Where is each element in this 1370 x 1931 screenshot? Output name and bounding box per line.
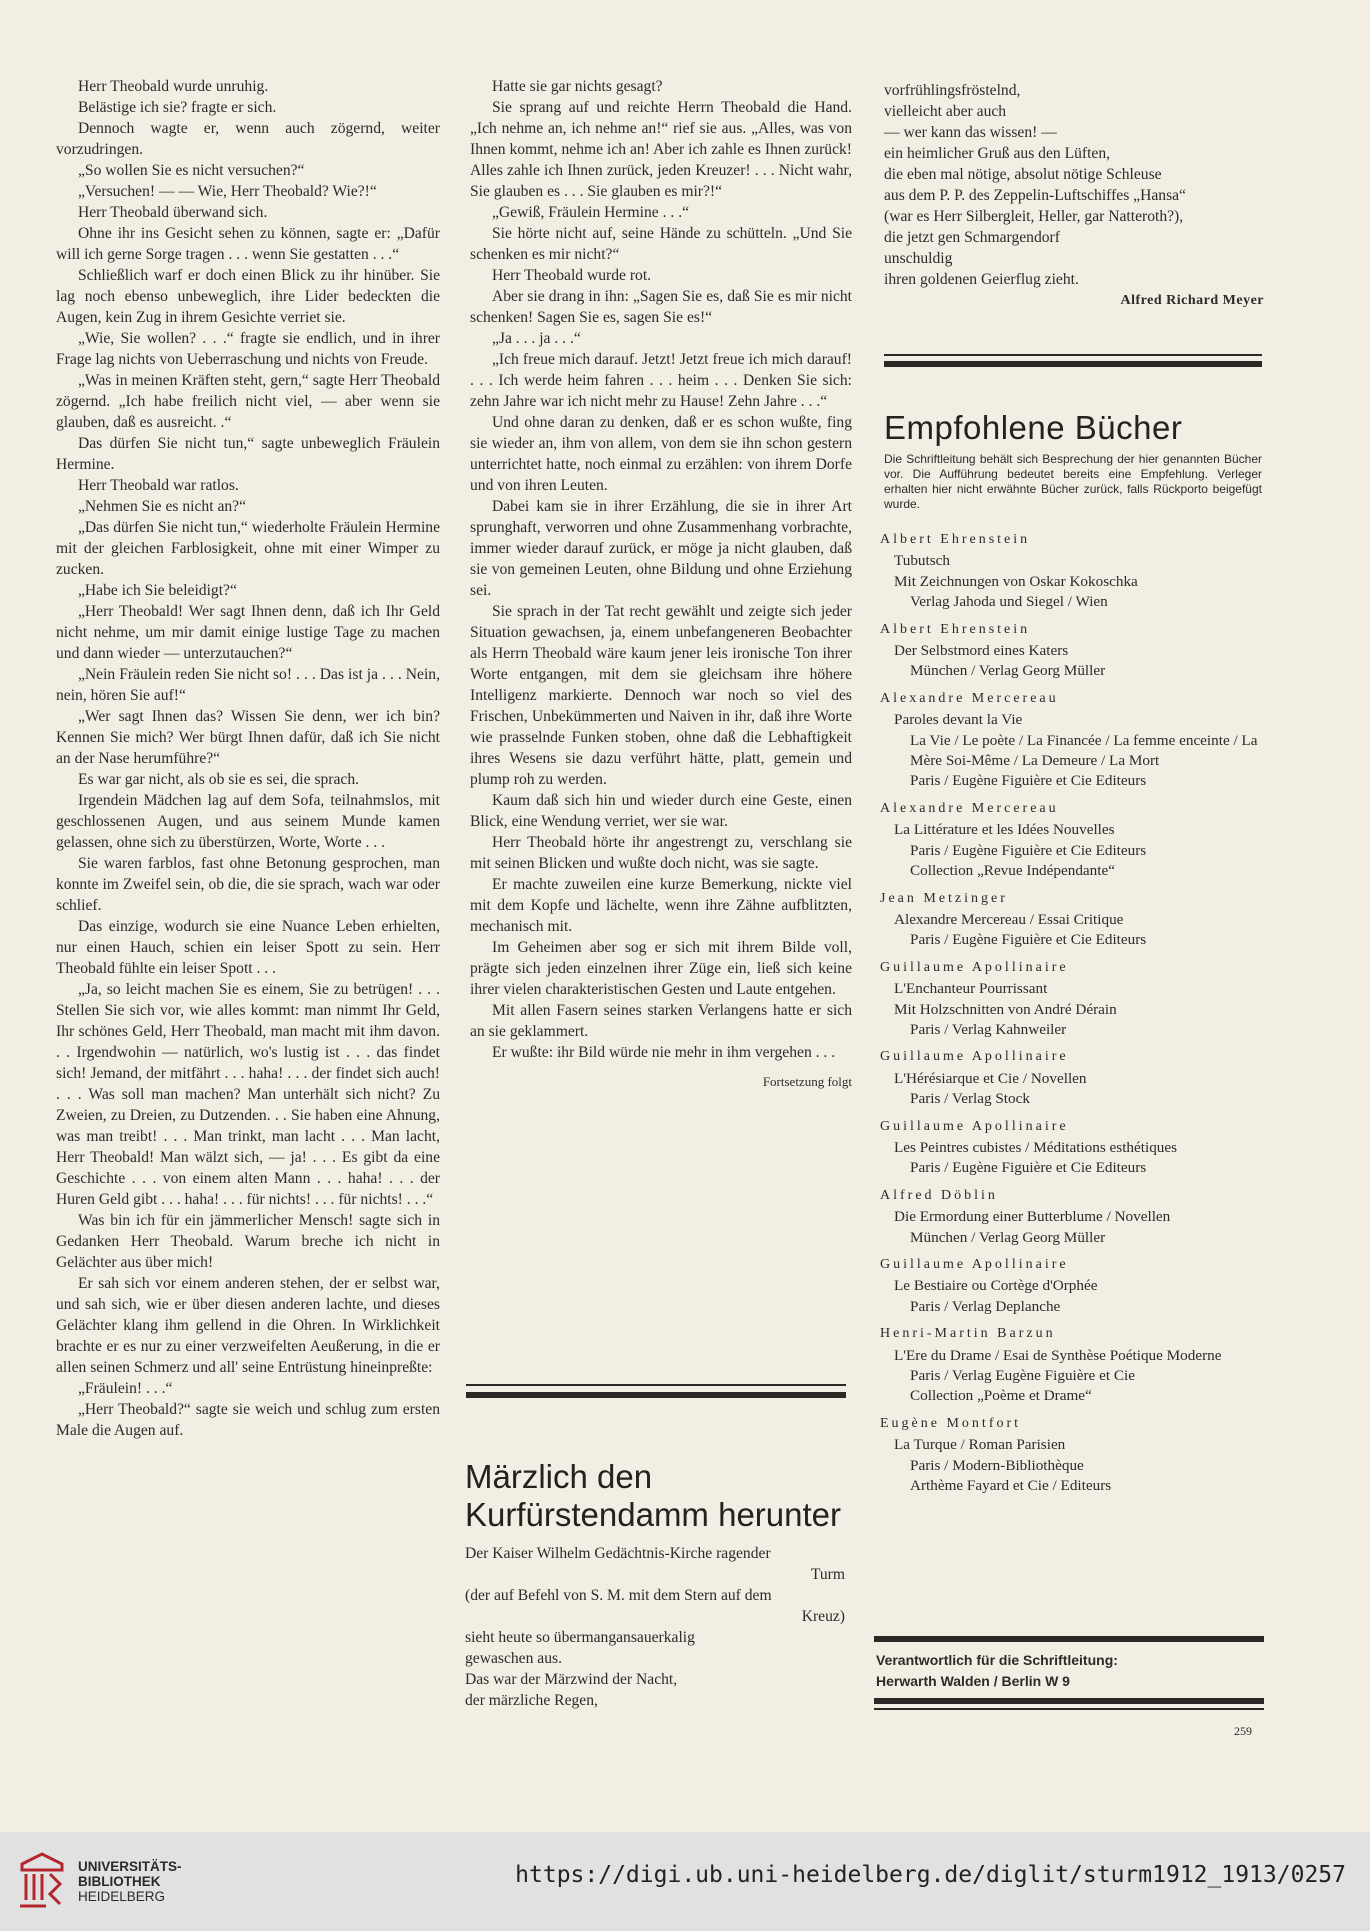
- book-entry: [880, 620, 1260, 682]
- story-paragraph: „Gewiß, Fräulein Hermine . . .“: [492, 204, 690, 221]
- story-paragraph: Herr Theobald hörte ihr angestrengt zu, verschlang sie mit seinen Blicken und wußte doch nicht, was sie sagte.: [470, 834, 852, 872]
- divider-bar: [874, 1636, 1264, 1642]
- book-entry: [880, 530, 1260, 613]
- book-detail: Alexandre Mercereau / Essai Critique: [894, 910, 1124, 928]
- book-author: Guillaume Apollinaire: [880, 1118, 1069, 1134]
- story-paragraph: Dabei kam sie in ihrer Erzählung, die sie in ihrer Art sprunghaft, verworren und ohne Zusammenhang vorbrachte, immer wieder darauf zurück, er möge ja nicht glauben, daß sie von gemeinen Leuten, ohne Bildung und ohne Erziehung sei.: [470, 498, 852, 599]
- book-detail: Paris / Verlag Deplanche: [910, 1297, 1061, 1315]
- book-author: Eugène Montfort: [880, 1415, 1022, 1431]
- story-paragraph: „Was in meinen Kräften steht, gern,“ sagte Herr Theobald zögernd. „Ich habe freilich nicht viel, — aber wenn sie glauben, daß es ausreicht. .“: [56, 372, 440, 431]
- book-detail: Paroles devant la Vie: [894, 711, 1023, 729]
- digitization-footer: [0, 1832, 1370, 1931]
- story-paragraph: Herr Theobald überwand sich.: [78, 204, 268, 221]
- book-author: Alfred Döblin: [880, 1187, 998, 1203]
- book-detail: La Turque / Roman Parisien: [894, 1436, 1066, 1454]
- book-detail: L'Enchanteur Pourrissant: [894, 980, 1048, 998]
- book-detail: Paris / Eugène Figuière et Cie Editeurs: [910, 931, 1147, 949]
- poem-line: (der auf Befehl von S. M. mit dem Stern auf dem: [465, 1587, 772, 1604]
- book-author: Albert Ehrenstein: [880, 621, 1031, 637]
- responsible-label: Verantwortlich für die Schriftleitung:: [876, 1652, 1118, 1668]
- story-paragraph: Er wußte: ihr Bild würde nie mehr in ihm vergehen . . .: [492, 1044, 836, 1061]
- poem-line: sieht heute so übermangansauerkalig: [465, 1629, 695, 1646]
- story-column-middle: [470, 76, 852, 1092]
- book-entry: [880, 889, 1260, 951]
- story-paragraph: Was bin ich für ein jämmerlicher Mensch! sagte sich in Gedanken Herr Theobald. Warum breche ich nicht in Gelächter aus über mich!: [56, 1212, 440, 1271]
- continued-label: Fortsetzung folgt: [762, 1074, 852, 1089]
- story-paragraph: Im Geheimen aber sog er sich mit ihrem Bilde voll, prägte sich jeden einzelnen ihrer Züge ein, ließ sich keine ihrer vielen charakteristischen Gesten und Laute entgehen.: [470, 939, 852, 998]
- story-paragraph: Aber sie drang in ihn: „Sagen Sie es, daß Sie es mir nicht schenken! Sagen Sie es, sagen Sie es!“: [470, 288, 852, 326]
- book-entry: [880, 1414, 1260, 1497]
- story-paragraph: Er machte zuweilen eine kurze Bemerkung, nickte viel mit dem Kopfe und lächelte, wenn ihre Zähne aufblitzten, mechanisch mit.: [470, 876, 852, 935]
- poem-line: gewaschen aus.: [465, 1650, 562, 1667]
- source-url[interactable]: https://digi.ub.uni-heidelberg.de/diglit/sturm1912_1913/0257: [515, 1862, 1346, 1888]
- book-detail: Paris / Eugène Figuière et Cie Editeurs: [910, 772, 1147, 790]
- story-paragraph: Und ohne daran zu denken, daß er es schon wußte, fing sie wieder an, ihm von allem, von dem sie ihn schon gestern unterrichtet hatte, noch einmal zu erzählen: von ihrem Dorfe und von ihren Leuten.: [470, 414, 852, 494]
- book-entry: [880, 1117, 1260, 1179]
- book-detail: L'Ere du Drame / Esai de Synthèse Poétique Moderne: [894, 1346, 1222, 1364]
- story-paragraph: Hatte sie gar nichts gesagt?: [492, 78, 663, 95]
- poem-line: die eben mal nötige, absolut nötige Schleuse: [884, 166, 1162, 183]
- poem-line: Kreuz): [801, 1608, 845, 1625]
- story-paragraph: „Habe ich Sie beleidigt?“: [78, 582, 237, 599]
- book-list: [880, 530, 1260, 1503]
- book-detail: La Littérature et les Idées Nouvelles: [894, 821, 1115, 839]
- story-paragraph: Sie hörte nicht auf, seine Hände zu schütteln. „Und Sie schenken es mir nicht?“: [470, 225, 852, 263]
- book-detail: La Vie / Le poète / La Financée / La femme enceinte / La Mère Soi-Même / La Demeure / La Mort: [910, 731, 1258, 770]
- book-detail: Paris / Verlag Stock: [910, 1090, 1030, 1108]
- poem-line: vielleicht aber auch: [884, 103, 1007, 120]
- book-entry: [880, 689, 1260, 792]
- poem-line: ein heimlicher Gruß aus den Lüften,: [884, 145, 1111, 162]
- story-paragraph: „Fräulein! . . .“: [78, 1380, 173, 1397]
- book-detail: Paris / Verlag Eugène Figuière et Cie: [910, 1367, 1135, 1385]
- book-detail: Paris / Eugène Figuière et Cie Editeurs: [910, 841, 1147, 859]
- story-paragraph: „Wie, Sie wollen? . . .“ fragte sie endlich, und in ihrer Frage lag nichts von Ueberraschung und nichts von Freude.: [56, 330, 440, 368]
- page-number: 259: [1234, 1724, 1252, 1738]
- story-paragraph: Irgendein Mädchen lag auf dem Sofa, teilnahmslos, mit geschlossenen Augen, und aus seinem Munde kamen gelassen, ohne sich zu überstürzen, Worte, Worte . . .: [56, 792, 440, 851]
- book-detail: Les Peintres cubistes / Méditations esthétiques: [894, 1138, 1178, 1156]
- book-detail: Die Ermordung einer Butterblume / Novellen: [894, 1208, 1171, 1226]
- library-name-line: HEIDELBERG: [78, 1889, 166, 1904]
- story-paragraph: Belästige ich sie? fragte er sich.: [78, 99, 277, 116]
- library-name: [78, 1859, 182, 1904]
- poem-line: ihren goldenen Geierflug zieht.: [884, 271, 1079, 288]
- recommended-books-heading: Empfohlene Bücher: [884, 409, 1183, 446]
- story-paragraph: Das einzige, wodurch sie eine Nuance Leben erhielten, nur einen Hauch, schien ein leiser Spott zu sein. Herr Theobald fühlte ein leiser Spott . . .: [56, 918, 440, 977]
- divider-bar: [466, 1392, 846, 1398]
- book-author: Guillaume Apollinaire: [880, 1049, 1069, 1065]
- story-paragraph: „Wer sagt Ihnen das? Wissen Sie denn, wer ich bin? Kennen Sie mich? Wer bürgt Ihnen dafür, daß ich Sie nicht an der Nase herumführe?“: [56, 708, 440, 767]
- library-name-line: UNIVERSITÄTS-: [78, 1859, 182, 1874]
- book-entry: [880, 1324, 1260, 1407]
- poem-title-maerzlich: Märzlich den Kurfürstendamm herunter: [465, 1458, 842, 1533]
- book-detail: Verlag Jahoda und Siegel / Wien: [910, 593, 1108, 611]
- divider-line: [874, 1708, 1264, 1710]
- book-author: Alexandre Mercereau: [880, 800, 1059, 816]
- story-paragraph: Mit allen Fasern seines starken Verlangens hatte er sich an sie geklammert.: [470, 1002, 852, 1040]
- story-paragraph: Er sah sich vor einem anderen stehen, der er selbst war, und sah sich, wie er über diesen anderen lachte, und dieses Gelächter klang ihm gellend in die Ohren. In Wirklichkeit brachte er es nur zu einer verzweifelten Aeußerung, in die er allen seinen Schmerz und all' seine Entrüstung hineinpreßte:: [56, 1275, 440, 1376]
- book-detail: Le Bestiaire ou Cortège d'Orphée: [894, 1277, 1098, 1295]
- book-detail: Mit Zeichnungen von Oskar Kokoschka: [894, 572, 1138, 590]
- poem-line: Das war der Märzwind der Nacht,: [465, 1671, 678, 1688]
- book-detail: Paris / Verlag Kahnweiler: [910, 1020, 1067, 1038]
- book-entry: [880, 1047, 1260, 1109]
- library-name-line: BIBLIOTHEK: [78, 1874, 161, 1889]
- story-paragraph: Sie sprach in der Tat recht gewählt und zeigte sich jeder Situation gewachsen, ja, einem unbefangeneren Beobachter als Herrn Theobald wäre kaum jener leis ironische Ton ihrer Worte entgangen, mit dem sie gleichsam ihre höhere Intelligenz markierte. Dennoch war noch so viel des Frischen, Unbekümmerten und Naiven in ihr, daß ihre Worte wie prasselnde Funken stoben, ohne daß die Lebhaftigkeit ihres Wesens sie dazu verführt hätte, platt, gemein und plump roh zu werden.: [470, 603, 852, 788]
- poem-author: Alfred Richard Meyer: [1120, 293, 1264, 308]
- divider-line: [466, 1384, 846, 1386]
- poem-line: Turm: [810, 1566, 845, 1583]
- divider-bar: [874, 1698, 1264, 1704]
- book-entry: [880, 799, 1260, 882]
- story-paragraph: Sie sprang auf und reichte Herrn Theobald die Hand. „Ich nehme an, ich nehme an!“ rief sie aus. „Alles, was von Ihnen kommt, nehme ich an! Aber ich zahle es Ihnen zurück! Alles zahle ich Ihnen zurück, jeden Kreuzer! . . . Nicht wahr, Sie glauben es . . . Sie glauben es mir?!“: [470, 99, 852, 200]
- story-paragraph: „Nein Fräulein reden Sie nicht so! . . . Das ist ja . . . Nein, nein, hören Sie auf!“: [56, 666, 440, 704]
- poem-line: (war es Herr Silbergleit, Heller, gar Natteroth?),: [884, 208, 1184, 225]
- book-detail: Collection „Poème et Drame“: [910, 1387, 1092, 1405]
- book-detail: Arthème Fayard et Cie / Editeurs: [910, 1477, 1112, 1495]
- story-paragraph: „Versuchen! — — Wie, Herr Theobald? Wie?!“: [78, 183, 377, 200]
- poem-line: Der Kaiser Wilhelm Gedächtnis-Kirche ragender: [465, 1545, 771, 1562]
- divider-bar: [884, 361, 1262, 367]
- story-paragraph: „Das dürfen Sie nicht tun,“ wiederholte Fräulein Hermine mit der gleichen Farblosigkeit, ohne mit einer Wimper zu zucken.: [56, 519, 440, 578]
- story-paragraph: Es war gar nicht, als ob sie es sei, die sprach.: [78, 771, 360, 788]
- story-paragraph: „Ja . . . ja . . .“: [492, 330, 581, 347]
- divider-line: [884, 354, 1262, 356]
- story-paragraph: Kaum daß sich hin und wieder durch eine Geste, einen Blick, eine Wendung verriet, wer sie war.: [470, 792, 852, 830]
- story-paragraph: Schließlich warf er doch einen Blick zu ihr hinüber. Sie lag noch ebenso unbeweglich, ihre Lider bedeckten die Augen, kein Zug in ihrem Gesichte verriet sie.: [56, 267, 440, 326]
- story-paragraph: „Ich freue mich darauf. Jetzt! Jetzt freue ich mich darauf! . . . Ich werde heim fahren . . . heim . . . Denken Sie sich: zehn Jahre war ich nicht mehr zu Hause! Zehn Jahre . . .“: [470, 351, 852, 410]
- book-entry: [880, 958, 1260, 1041]
- story-paragraph: „Nehmen Sie es nicht an?“: [78, 498, 246, 515]
- book-detail: L'Hérésiarque et Cie / Novellen: [894, 1069, 1087, 1087]
- book-author: Guillaume Apollinaire: [880, 1257, 1069, 1272]
- book-author: Alexandre Mercereau: [880, 690, 1059, 706]
- book-author: Albert Ehrenstein: [880, 532, 1031, 547]
- story-paragraph: Herr Theobald wurde unruhig.: [78, 78, 269, 95]
- poem-line: — wer kann das wissen! —: [884, 124, 1057, 141]
- story-paragraph: Das dürfen Sie nicht tun,“ sagte unbeweglich Fräulein Hermine.: [56, 435, 440, 473]
- book-detail: München / Verlag Georg Müller: [910, 1228, 1106, 1246]
- poem-line: die jetzt gen Schmargendorf: [884, 229, 1060, 246]
- story-column-left: [56, 76, 440, 1441]
- book-detail: Der Selbstmord eines Katers: [894, 642, 1069, 660]
- book-detail: Mit Holzschnitten von André Dérain: [894, 1000, 1117, 1018]
- poem-line: aus dem P. P. des Zeppelin-Luftschiffes „Hansa“: [884, 187, 1186, 204]
- responsible-name: Herwarth Walden / Berlin W 9: [876, 1673, 1070, 1689]
- book-detail: Paris / Modern-Bibliothèque: [910, 1456, 1084, 1474]
- story-paragraph: Herr Theobald war ratlos.: [78, 477, 239, 494]
- story-paragraph: Herr Theobald wurde rot.: [492, 267, 652, 284]
- book-detail: München / Verlag Georg Müller: [910, 662, 1106, 680]
- book-author: Henri-Martin Barzun: [880, 1326, 1056, 1342]
- story-paragraph: Sie waren farblos, fast ohne Betonung gesprochen, man konnte im Zweifel sein, ob die, die sie sprach, wach war oder schlief.: [56, 855, 440, 914]
- poem-continuation: [884, 80, 1264, 311]
- poem-maerzlich-body: [465, 1543, 845, 1711]
- story-paragraph: „Herr Theobald! Wer sagt Ihnen denn, daß ich Ihr Geld nicht nehme, um mir damit einige lustige Tage zu machen und dann wieder — unterzutauchen?“: [56, 603, 440, 662]
- poem-line: unschuldig: [884, 250, 953, 267]
- poem-line: vorfrühlingsfröstelnd,: [884, 82, 1021, 99]
- story-paragraph: „Ja, so leicht machen Sie es einem, Sie zu betrügen! . . . Stellen Sie sich vor, wie alles kommt: man nimmt Ihr Geld, Ihr schönes Geld, Herr Theobald, man macht mit ihm davon. . . Irgendwohin — natürlich, wo's lustig ist . . . das findet sich! Jemand, der mitfährt . . . haha! . . . der findet sich auch! . . . Was soll man machen? Man unterhält sich nicht? Zu Zweien, zu Dreien, zu Dutzenden. . . Sie haben eine Ahnung, was man treibt! . . . Man trinkt, man lacht . . . Man lacht, Herr Theobald! Man wälzt sich, — ja! . . . Es gibt da eine Geschichte . . . von einem alten Mann . . . haha! . . . der Huren Geld gibt . . . haha! . . . für nichts! . . . für nichts! . . .“: [56, 981, 440, 1208]
- library-logo-icon: [16, 1850, 68, 1914]
- book-entry: [880, 1255, 1260, 1317]
- book-entry: [880, 1186, 1260, 1248]
- book-detail: Collection „Revue Indépendante“: [910, 862, 1115, 880]
- book-author: Guillaume Apollinaire: [880, 959, 1069, 975]
- poem-line: der märzliche Regen,: [465, 1692, 598, 1709]
- story-paragraph: „So wollen Sie es nicht versuchen?“: [78, 162, 305, 179]
- book-detail: Paris / Eugène Figuière et Cie Editeurs: [910, 1159, 1147, 1177]
- recommended-books-note: Die Schriftleitung behält sich Besprechung der hier genannten Bücher vor. Die Aufführung bedeutet bereits eine Empfehlung. Verleger erhalten hier nicht erwähnte Bücher zurück, falls Rückporto beigefügt wurde.: [884, 452, 1262, 511]
- story-paragraph: Ohne ihr ins Gesicht sehen zu können, sagte er: „Dafür will ich gerne Sorge tragen . . . wenn Sie gestatten . . .“: [56, 225, 440, 263]
- story-paragraph: „Herr Theobald?“ sagte sie weich und schlug zum ersten Male die Augen auf.: [56, 1401, 440, 1439]
- responsible-editor: [876, 1650, 1268, 1692]
- book-detail: Tubutsch: [894, 552, 950, 570]
- book-author: Jean Metzinger: [880, 890, 1008, 906]
- story-paragraph: Dennoch wagte er, wenn auch zögernd, weiter vorzudringen.: [56, 120, 440, 158]
